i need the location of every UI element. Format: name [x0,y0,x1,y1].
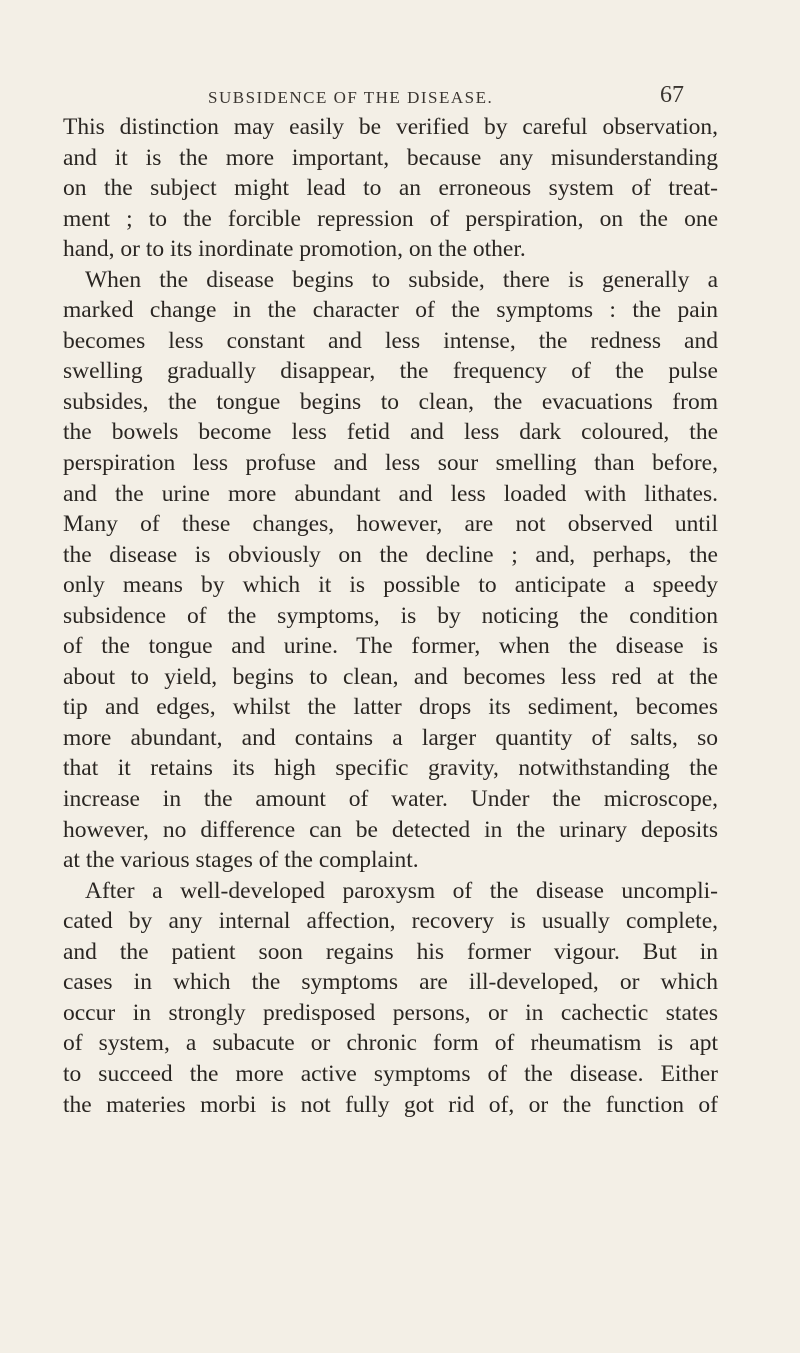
text-line: and the urine more abundant and less loaded with lithates. [63,480,718,507]
text-line: the bowels become less fetid and less dark coloured, the [63,419,718,446]
text-line: cated by any internal affection, recovery is usually complete, [63,908,718,935]
text-line: only means by which it is possible to anticipate a speedy [63,572,718,599]
text-line: subsidence of the symptoms, is by noticing the condition [63,602,718,629]
text-line: at the various stages of the complaint. [63,847,419,874]
text-line: increase in the amount of water. Under the microscope, [63,786,718,813]
text-line: about to yield, begins to clean, and becomes less red at the [63,663,718,690]
text-line: that it retains its high specific gravity, notwithstanding the [63,755,718,782]
text-line: subsides, the tongue begins to clean, the evacuations from [63,388,718,415]
text-line: the disease is obviously on the decline ; and, perhaps, the [63,541,718,568]
text-line: however, no difference can be detected in the urinary deposits [63,816,718,843]
text-line: ment ; to the forcible repression of perspiration, on the one [63,205,718,232]
text-line: After a well-developed paroxysm of the disease uncompli- [85,877,718,904]
text-line: When the disease begins to subside, there is generally a [85,266,718,293]
text-line: hand, or to its inordinate promotion, on the other. [63,236,526,263]
text-line: to succeed the more active symptoms of the disease. Either [63,1060,718,1087]
text-line: and the patient soon regains his former vigour. But in [63,938,718,965]
text-line: perspiration less profuse and less sour smelling than before, [63,450,718,477]
text-line: becomes less constant and less intense, the redness and [63,327,718,354]
page-number: 67 [660,82,684,108]
running-head: SUBSIDENCE OF THE DISEASE. [208,88,494,107]
text-line: This distinction may easily be verified by careful observation, [63,114,718,140]
text-line: swelling gradually disappear, the frequency of the pulse [63,358,718,385]
text-line: of the tongue and urine. The former, when the disease is [63,633,718,660]
text-line: occur in strongly predisposed persons, or in cachectic states [63,999,718,1026]
text-line: of system, a subacute or chronic form of rheumatism is apt [63,1030,718,1057]
text-line: more abundant, and contains a larger quantity of salts, so [63,724,718,751]
text-line: marked change in the character of the symptoms : the pain [63,297,718,324]
body-text [63,112,718,1120]
text-line: Many of these changes, however, are not observed until [63,511,718,538]
text-line: and it is the more important, because any misunderstanding [63,144,718,171]
text-line: tip and edges, whilst the latter drops its sediment, becomes [63,694,718,721]
text-line: cases in which the symptoms are ill-developed, or which [63,969,718,996]
text-line: on the subject might lead to an erroneous system of treat- [63,175,718,202]
text-line: the materies morbi is not fully got rid of, or the function of [63,1091,718,1118]
